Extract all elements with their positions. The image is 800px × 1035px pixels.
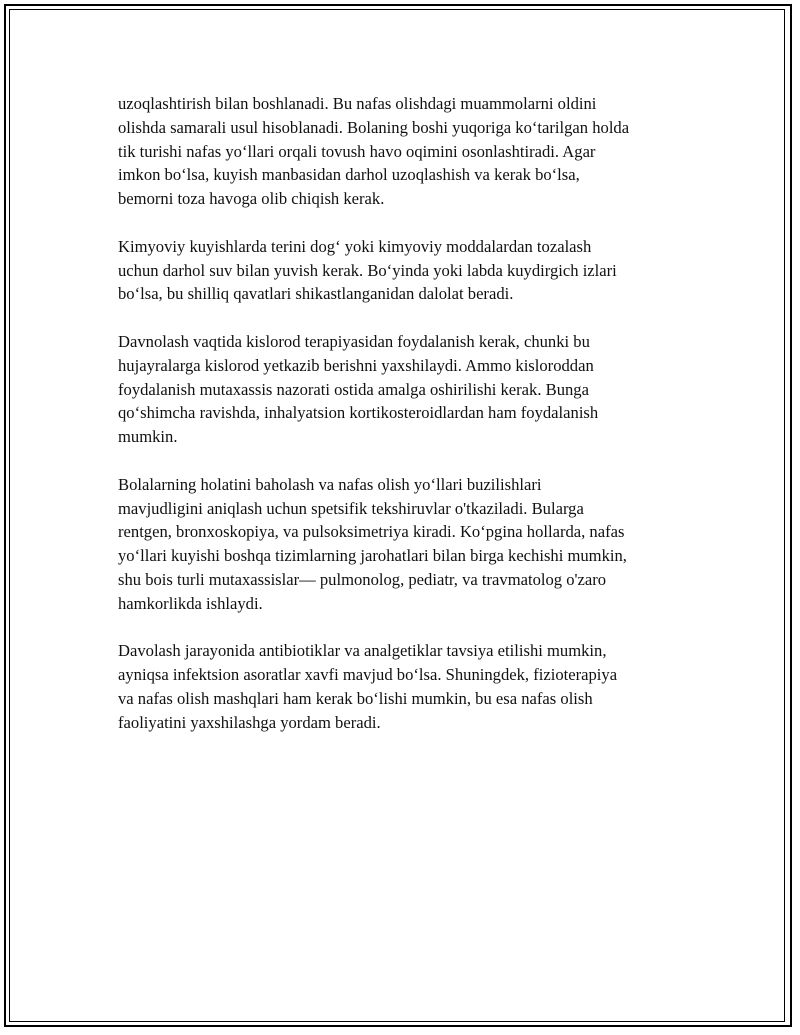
text-line: uchun darhol suv bilan yuvish kerak. Boʻyinda yoki labda kuydirgich izlari xyxy=(118,260,617,280)
paragraph-4 xyxy=(118,473,693,616)
text-line: hujayralarga kislorod yetkazib berishni yaxshilaydi. Ammo kisloroddan xyxy=(118,355,594,375)
text-line: faoliyatini yaxshilashga yordam beradi. xyxy=(118,712,381,732)
text-line: olishda samarali usul hisoblanadi. Bolaning boshi yuqoriga koʻtarilgan holda xyxy=(118,117,630,137)
text-line: tik turishi nafas yoʻllari orqali tovush havo oqimini osonlashtiradi. Agar xyxy=(118,141,596,161)
text-line: Bolalarning holatini baholash va nafas olish yoʻllari buzilishlari xyxy=(118,474,542,494)
document-body xyxy=(118,92,693,758)
text-line: rentgen, bronxoskopiya, va pulsoksimetriya kiradi. Koʻpgina hollarda, nafas xyxy=(118,522,625,542)
text-line: mavjudligini aniqlash uchun spetsifik tekshiruvlar o'tkaziladi. Bularga xyxy=(118,498,584,518)
text-line: Davnolash vaqtida kislorod terapiyasidan foydalanish kerak, chunki bu xyxy=(118,331,590,351)
text-line: mumkin. xyxy=(118,427,178,447)
paragraph-2 xyxy=(118,235,693,306)
text-line: uzoqlashtirish bilan boshlanadi. Bu nafas olishdagi muammolarni oldini xyxy=(118,94,597,113)
text-line: va nafas olish mashqlari ham kerak boʻlishi mumkin, bu esa nafas olish xyxy=(118,688,593,708)
paragraph-1 xyxy=(118,92,693,211)
text-line: ayniqsa infektsion asoratlar xavfi mavjud boʻlsa. Shuningdek, fizioterapiya xyxy=(118,665,618,685)
text-line: shu bois turli mutaxassislar— pulmonolog, pediatr, va travmatolog o'zaro xyxy=(118,569,607,589)
text-line: Davolash jarayonida antibiotiklar va analgetiklar tavsiya etilishi mumkin, xyxy=(118,641,607,661)
paragraph-3 xyxy=(118,330,693,449)
text-line: qoʻshimcha ravishda, inhalyatsion kortikosteroidlardan ham foydalanish xyxy=(118,403,599,423)
text-line: imkon boʻlsa, kuyish manbasidan darhol uzoqlashish va kerak boʻlsa, xyxy=(118,165,580,185)
paragraph-5 xyxy=(118,639,693,734)
text-line: bemorni toza havoga olib chiqish kerak. xyxy=(118,189,385,209)
text-line: foydalanish mutaxassis nazorati ostida amalga oshirilishi kerak. Bunga xyxy=(118,379,589,399)
text-line: boʻlsa, bu shilliq qavatlari shikastlanganidan dalolat beradi. xyxy=(118,284,514,304)
text-line: Kimyoviy kuyishlarda terini dogʻ yoki kimyoviy moddalardan tozalash xyxy=(118,236,592,256)
text-line: hamkorlikda ishlaydi. xyxy=(118,593,263,613)
text-line: yoʻllari kuyishi boshqa tizimlarning jarohatlari bilan birga kechishi mumkin, xyxy=(118,546,627,566)
